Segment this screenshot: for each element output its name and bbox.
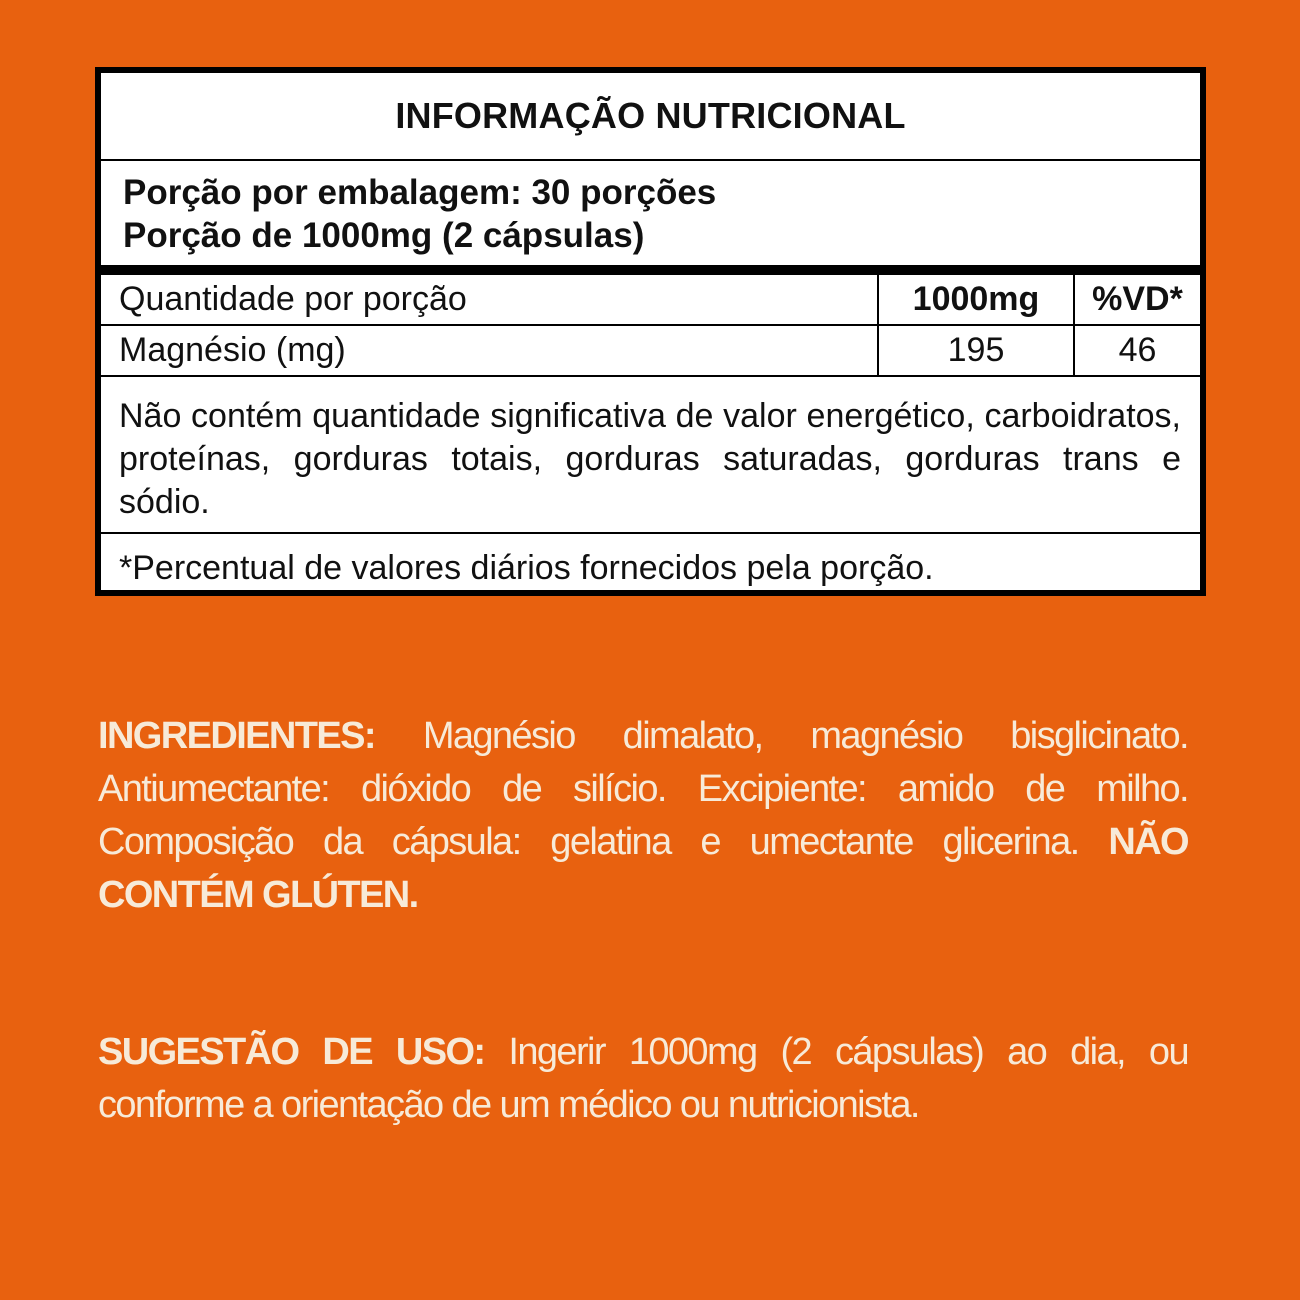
header-amount: 1000mg	[878, 275, 1074, 325]
nutrition-table	[101, 275, 1200, 375]
nutrient-daily-value: 46	[1074, 325, 1200, 375]
thick-divider	[101, 265, 1200, 275]
serving-size: Porção de 1000mg (2 cápsulas)	[123, 216, 645, 255]
usage-label: SUGESTÃO DE USO:	[98, 1031, 485, 1073]
header-daily-value: %VD*	[1074, 275, 1200, 325]
servings-per-package: Porção por embalagem: 30 porções	[123, 173, 717, 212]
gluten-warning: NÃO CONTÉM GLÚTEN.	[98, 821, 1189, 916]
nutrition-facts-panel	[95, 67, 1206, 596]
nutrition-note: Não contém quantidade significativa de valor energético, carboidratos, proteínas, gorduras totais, gorduras saturadas, gorduras trans e sódio.	[119, 397, 1181, 521]
table-header-row	[101, 275, 1200, 325]
ingredients-text: Magnésio dimalato, magnésio bisglicinato. Antiumectante: dióxido de silício. Excipiente: amido de milho. Composição da cápsula: gelatina e umectante glicerina.	[98, 715, 1188, 863]
footnote-divider	[101, 532, 1200, 534]
ingredients-section	[98, 710, 1188, 922]
nutrient-amount: 195	[878, 325, 1074, 375]
daily-value-footnote: *Percentual de valores diários fornecidos pela porção.	[119, 549, 934, 587]
table-row	[101, 325, 1200, 375]
portion-info	[101, 161, 1200, 265]
usage-text: Ingerir 1000mg (2 cápsulas) ao dia, ou conforme a orientação de um médico ou nutricionista.	[98, 1031, 1188, 1126]
usage-section	[98, 1026, 1188, 1132]
header-quantity-label: Quantidade por porção	[101, 275, 878, 325]
nutrition-title: INFORMAÇÃO NUTRICIONAL	[101, 73, 1200, 161]
table-bottom-divider	[101, 375, 1200, 377]
nutrient-name: Magnésio (mg)	[119, 331, 346, 369]
ingredients-label: INGREDIENTES:	[98, 715, 375, 757]
